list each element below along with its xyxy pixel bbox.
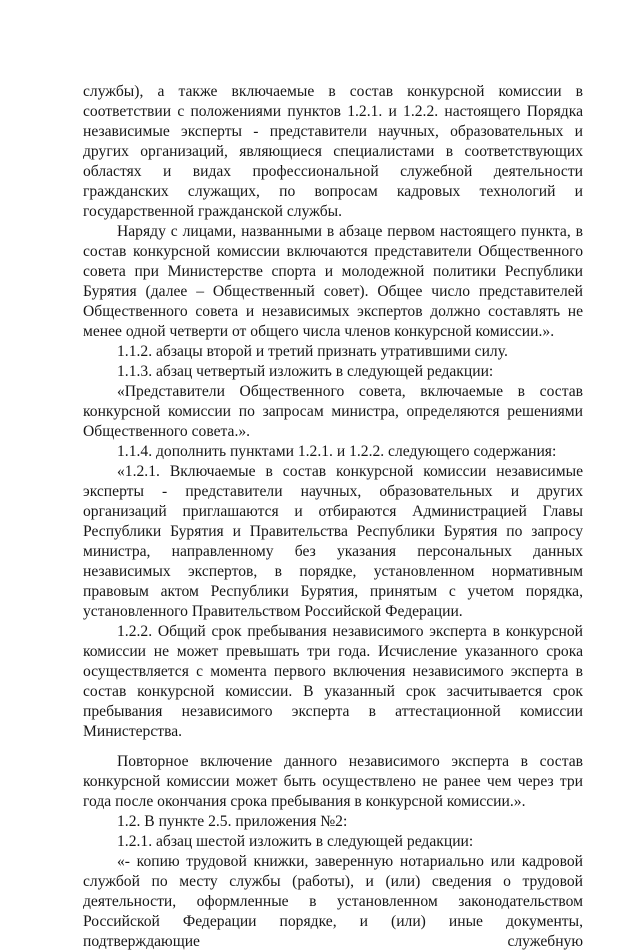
paragraph-2: Наряду с лицами, названными в абзаце первом настоящего пункта, в состав конкурсной комиссии включаются представители Общественного совета при Министерстве спорта и молодежной политики Республики Бурятия (далее – Общественный совет). Общее число представителей Общественного совета и независимых экспертов должно составлять не менее одной четверти от общего числа членов конкурсной комиссии.».	[83, 223, 583, 340]
paragraph-7: «1.2.1. Включаемые в состав конкурсной комиссии независимые эксперты - представители научных, образовательных и других организаций приглашаются и отбираются Администрацией Главы Республики Бурятия и Правительства Республики Бурятия по запросу министра, направленному без указания персональных данных независимых экспертов, в порядке, установленном нормативным правовым актом Республики Бурятия, принятым с учетом порядка, установленного Правительством Российской Федерации.	[83, 463, 583, 620]
paragraph-9: Повторное включение данного независимого эксперта в состав конкурсной комиссии может быть осуществлено не ранее чем через три года после окончания срока пребывания в конкурсной комиссии.».	[83, 753, 583, 810]
paragraph-8: 1.2.2. Общий срок пребывания независимого эксперта в конкурсной комиссии не может превышать три года. Исчисление указанного срока осуществляется с момента первого включения независимого эксперта в состав конкурсной комиссии. В указанный срок засчитывается срок пребывания независимого эксперта в аттестационной комиссии Министерства.	[83, 623, 583, 740]
document-page	[83, 82, 583, 952]
paragraph-4: 1.1.3. абзац четвертый изложить в следующей редакции:	[117, 363, 494, 380]
paragraph-11: 1.2.1. абзац шестой изложить в следующей редакции:	[117, 833, 474, 850]
paragraph-1: службы), а также включаемые в состав конкурсной комиссии в соответствии с положениями пунктов 1.2.1. и 1.2.2. настоящего Порядка независимые эксперты - представители научных, образовательных и других организаций, являющиеся специалистами в соответствующих областях и видах профессиональной служебной деятельности гражданских служащих, по вопросам кадровых технологий и государственной гражданской службы.	[83, 83, 583, 220]
paragraph-6: 1.1.4. дополнить пунктами 1.2.1. и 1.2.2. следующего содержания:	[117, 443, 557, 460]
paragraph-12: «- копию трудовой книжки, заверенную нотариально или кадровой службой по месту службы (работы), и (или) сведения о трудовой деятельности, оформленные в установленном законодательством Российской Федерации порядке, и (или) иные документы, подтверждающие служебную	[83, 853, 583, 950]
paragraph-10: 1.2. В пункте 2.5. приложения №2:	[117, 813, 348, 830]
paragraph-3: 1.1.2. абзацы второй и третий признать утратившими силу.	[117, 343, 508, 360]
paragraph-5: «Представители Общественного совета, включаемые в состав конкурсной комиссии по запросам министра, определяются решениями Общественного совета.».	[83, 383, 583, 440]
